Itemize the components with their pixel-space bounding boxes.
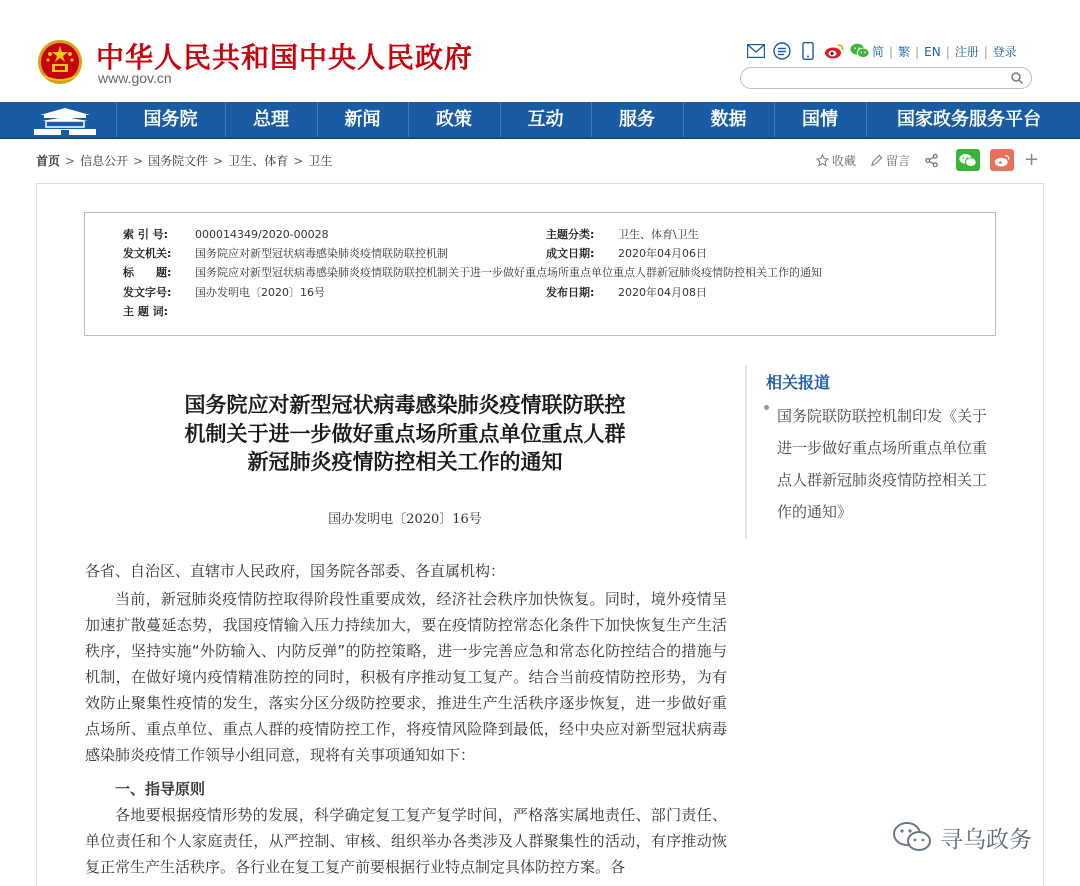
share-weibo-button[interactable] xyxy=(990,149,1014,171)
search-icon[interactable] xyxy=(1009,70,1025,86)
sidebar-title: 相关报道 xyxy=(766,373,831,392)
divider: | xyxy=(915,44,920,59)
wechat-watermark-icon xyxy=(892,820,932,854)
link-register[interactable]: 注册 xyxy=(954,45,979,59)
meta-issuer-label: 发文机关: xyxy=(123,247,172,260)
meta-index-value: 000014349/2020-00028 xyxy=(195,228,329,241)
sidebar-divider xyxy=(745,365,747,539)
link-login[interactable]: 登录 xyxy=(992,45,1017,59)
breadcrumb-info-disclosure[interactable]: 信息公开 xyxy=(80,154,129,168)
watermark xyxy=(892,815,1032,859)
nav-item-gov-service-platform[interactable]: 国家政务服务平台 xyxy=(897,109,1041,130)
comment-button[interactable] xyxy=(870,152,910,169)
more-share-button[interactable]: + xyxy=(1024,149,1040,170)
share-wechat-button[interactable] xyxy=(956,149,980,171)
article-salutation: 各省、自治区、直辖市人民政府，国务院各部委、各直属机构： xyxy=(85,562,506,580)
divider: | xyxy=(889,44,894,59)
nav-item-premier[interactable]: 总理 xyxy=(253,109,289,130)
nav-item-news[interactable]: 新闻 xyxy=(344,109,381,130)
news-icon[interactable] xyxy=(772,41,792,61)
link-english[interactable]: EN xyxy=(924,44,941,59)
meta-published-value: 2020年04月08日 xyxy=(618,286,707,299)
nav-item-national-info[interactable]: 国情 xyxy=(802,109,838,130)
collect-button[interactable] xyxy=(816,152,856,169)
weibo-icon[interactable] xyxy=(824,41,844,61)
top-icon-bar xyxy=(746,40,870,62)
wechat-icon[interactable] xyxy=(850,41,870,61)
breadcrumb-home[interactable]: 首页 xyxy=(36,154,61,168)
divider: | xyxy=(945,44,950,59)
bullet-icon xyxy=(764,405,769,410)
meta-published-label: 发布日期: xyxy=(546,286,595,299)
share-button[interactable] xyxy=(924,153,942,168)
meta-issuer-value: 国务院应对新型冠状病毒感染肺炎疫情联防联控机制 xyxy=(195,247,448,260)
mail-icon[interactable] xyxy=(746,41,766,61)
article-paragraph: 各地要根据疫情形势的发展，科学确定复工复产复学时间，严格落实属地责任、部门责任、单位责任和个人家庭责任，从严控制、审核、组织举办各类涉及人群聚集性的活动，有序推动恢复正常生产生活秩序。各行业在复工复产前要根据行业特点制定具体防控方案。各 xyxy=(85,806,727,876)
meta-docno-label: 发文字号: xyxy=(123,286,172,299)
meta-index-label: 索 引 号: xyxy=(123,228,169,241)
article-doc-number: 国办发明电〔2020〕16号 xyxy=(328,512,482,527)
search-box xyxy=(740,67,1032,89)
breadcrumb xyxy=(36,152,332,169)
comment-label: 留言 xyxy=(886,153,911,168)
nav-item-state-council[interactable]: 国务院 xyxy=(143,109,198,130)
share-icon xyxy=(924,153,939,168)
meta-topic-label: 主题分类: xyxy=(546,228,595,241)
meta-keywords-label: 主 题 词: xyxy=(123,305,169,318)
nav-item-policy[interactable]: 政策 xyxy=(436,109,472,130)
wechat-icon xyxy=(959,153,977,168)
site-title[interactable]: 中华人民共和国中央人民政府 xyxy=(96,41,474,74)
tiananmen-home-icon[interactable] xyxy=(30,105,100,137)
meta-title-value: 国务院应对新型冠状病毒感染肺炎疫情联防联控机制关于进一步做好重点场所重点单位重点人群新冠肺炎疫情防控相关工作的通知 xyxy=(195,266,822,279)
search-input[interactable] xyxy=(751,69,1011,89)
breadcrumb-health[interactable]: 卫生 xyxy=(308,154,333,168)
article-paragraph: 当前，新冠肺炎疫情防控取得阶段性重要成效，经济社会秩序加快恢复。同时，境外疫情呈加速扩散蔓延态势，我国疫情输入压力持续加大，要在疫情防控常态化条件下加快恢复生产生活秩序，坚持实施“外防输入、内防反弹”的防控策略，进一步完善应急和常态化防控结合的措施与机制，在做好境内疫情精准防控的同时，积极有序推动复工复产。结合当前疫情防控形势，为有效防止聚集性疫情的发生，落实分区分级防控要求，推进生产生活秩序逐步恢复，进一步做好重点场所、重点单位、重点人群的疫情防控工作，将疫情风险降到最低，经中央应对新型冠状病毒感染肺炎疫情工作领导小组同意，现将有关事项通知如下： xyxy=(85,590,727,764)
meta-docno-row xyxy=(123,287,325,299)
nav-item-interaction[interactable]: 互动 xyxy=(527,109,564,130)
article-title: 国务院应对新型冠状病毒感染肺炎疫情联防联控机制关于进一步做好重点场所重点单位重点人群新冠肺炎疫情防控相关工作的通知 xyxy=(184,392,626,474)
site-domain: www.gov.cn xyxy=(98,70,172,86)
site-header xyxy=(0,0,1080,102)
meta-index-row xyxy=(123,229,329,241)
meta-docno-value: 国办发明电〔2020〕16号 xyxy=(195,286,325,299)
link-simplified[interactable]: 简 xyxy=(872,45,885,59)
sidebar-link[interactable]: 国务院联防联控机制印发《关于进一步做好重点场所重点单位重点人群新冠肺炎疫情防控相关工作的通知》 xyxy=(777,407,988,521)
breadcrumb-separator: > xyxy=(213,153,224,168)
watermark-text: 寻乌政务 xyxy=(940,826,1032,853)
collect-label: 收藏 xyxy=(832,153,857,168)
meta-created-label: 成文日期: xyxy=(546,247,595,260)
meta-title-row xyxy=(123,267,822,279)
meta-topic-row xyxy=(546,229,699,241)
meta-published-row xyxy=(546,287,707,299)
mobile-icon[interactable] xyxy=(798,41,818,61)
breadcrumb-health-sports[interactable]: 卫生、体育 xyxy=(228,154,289,168)
main-nav xyxy=(0,102,1080,139)
share-bar xyxy=(816,148,1039,172)
meta-issuer-row xyxy=(123,248,448,260)
meta-title-label: 标 题: xyxy=(123,266,172,279)
breadcrumb-separator: > xyxy=(293,153,304,168)
nav-item-data[interactable]: 数据 xyxy=(710,109,747,130)
meta-created-value: 2020年04月06日 xyxy=(618,247,707,260)
meta-created-row xyxy=(546,248,707,260)
meta-topic-value: 卫生、体育\卫生 xyxy=(618,228,699,241)
nav-item-service[interactable]: 服务 xyxy=(619,109,655,130)
national-emblem-icon[interactable] xyxy=(36,38,84,86)
pen-icon xyxy=(870,154,883,167)
divider: | xyxy=(983,44,988,59)
link-traditional[interactable]: 繁 xyxy=(898,45,911,59)
weibo-icon xyxy=(994,154,1010,167)
meta-keywords-row xyxy=(123,306,195,318)
document-meta-table xyxy=(84,212,996,336)
breadcrumb-separator: > xyxy=(65,153,76,168)
breadcrumb-state-council-docs[interactable]: 国务院文件 xyxy=(148,154,209,168)
star-icon xyxy=(816,154,829,167)
breadcrumb-separator: > xyxy=(133,153,144,168)
article-section-heading: 一、指导原则 xyxy=(115,780,206,798)
top-links xyxy=(872,43,1017,60)
